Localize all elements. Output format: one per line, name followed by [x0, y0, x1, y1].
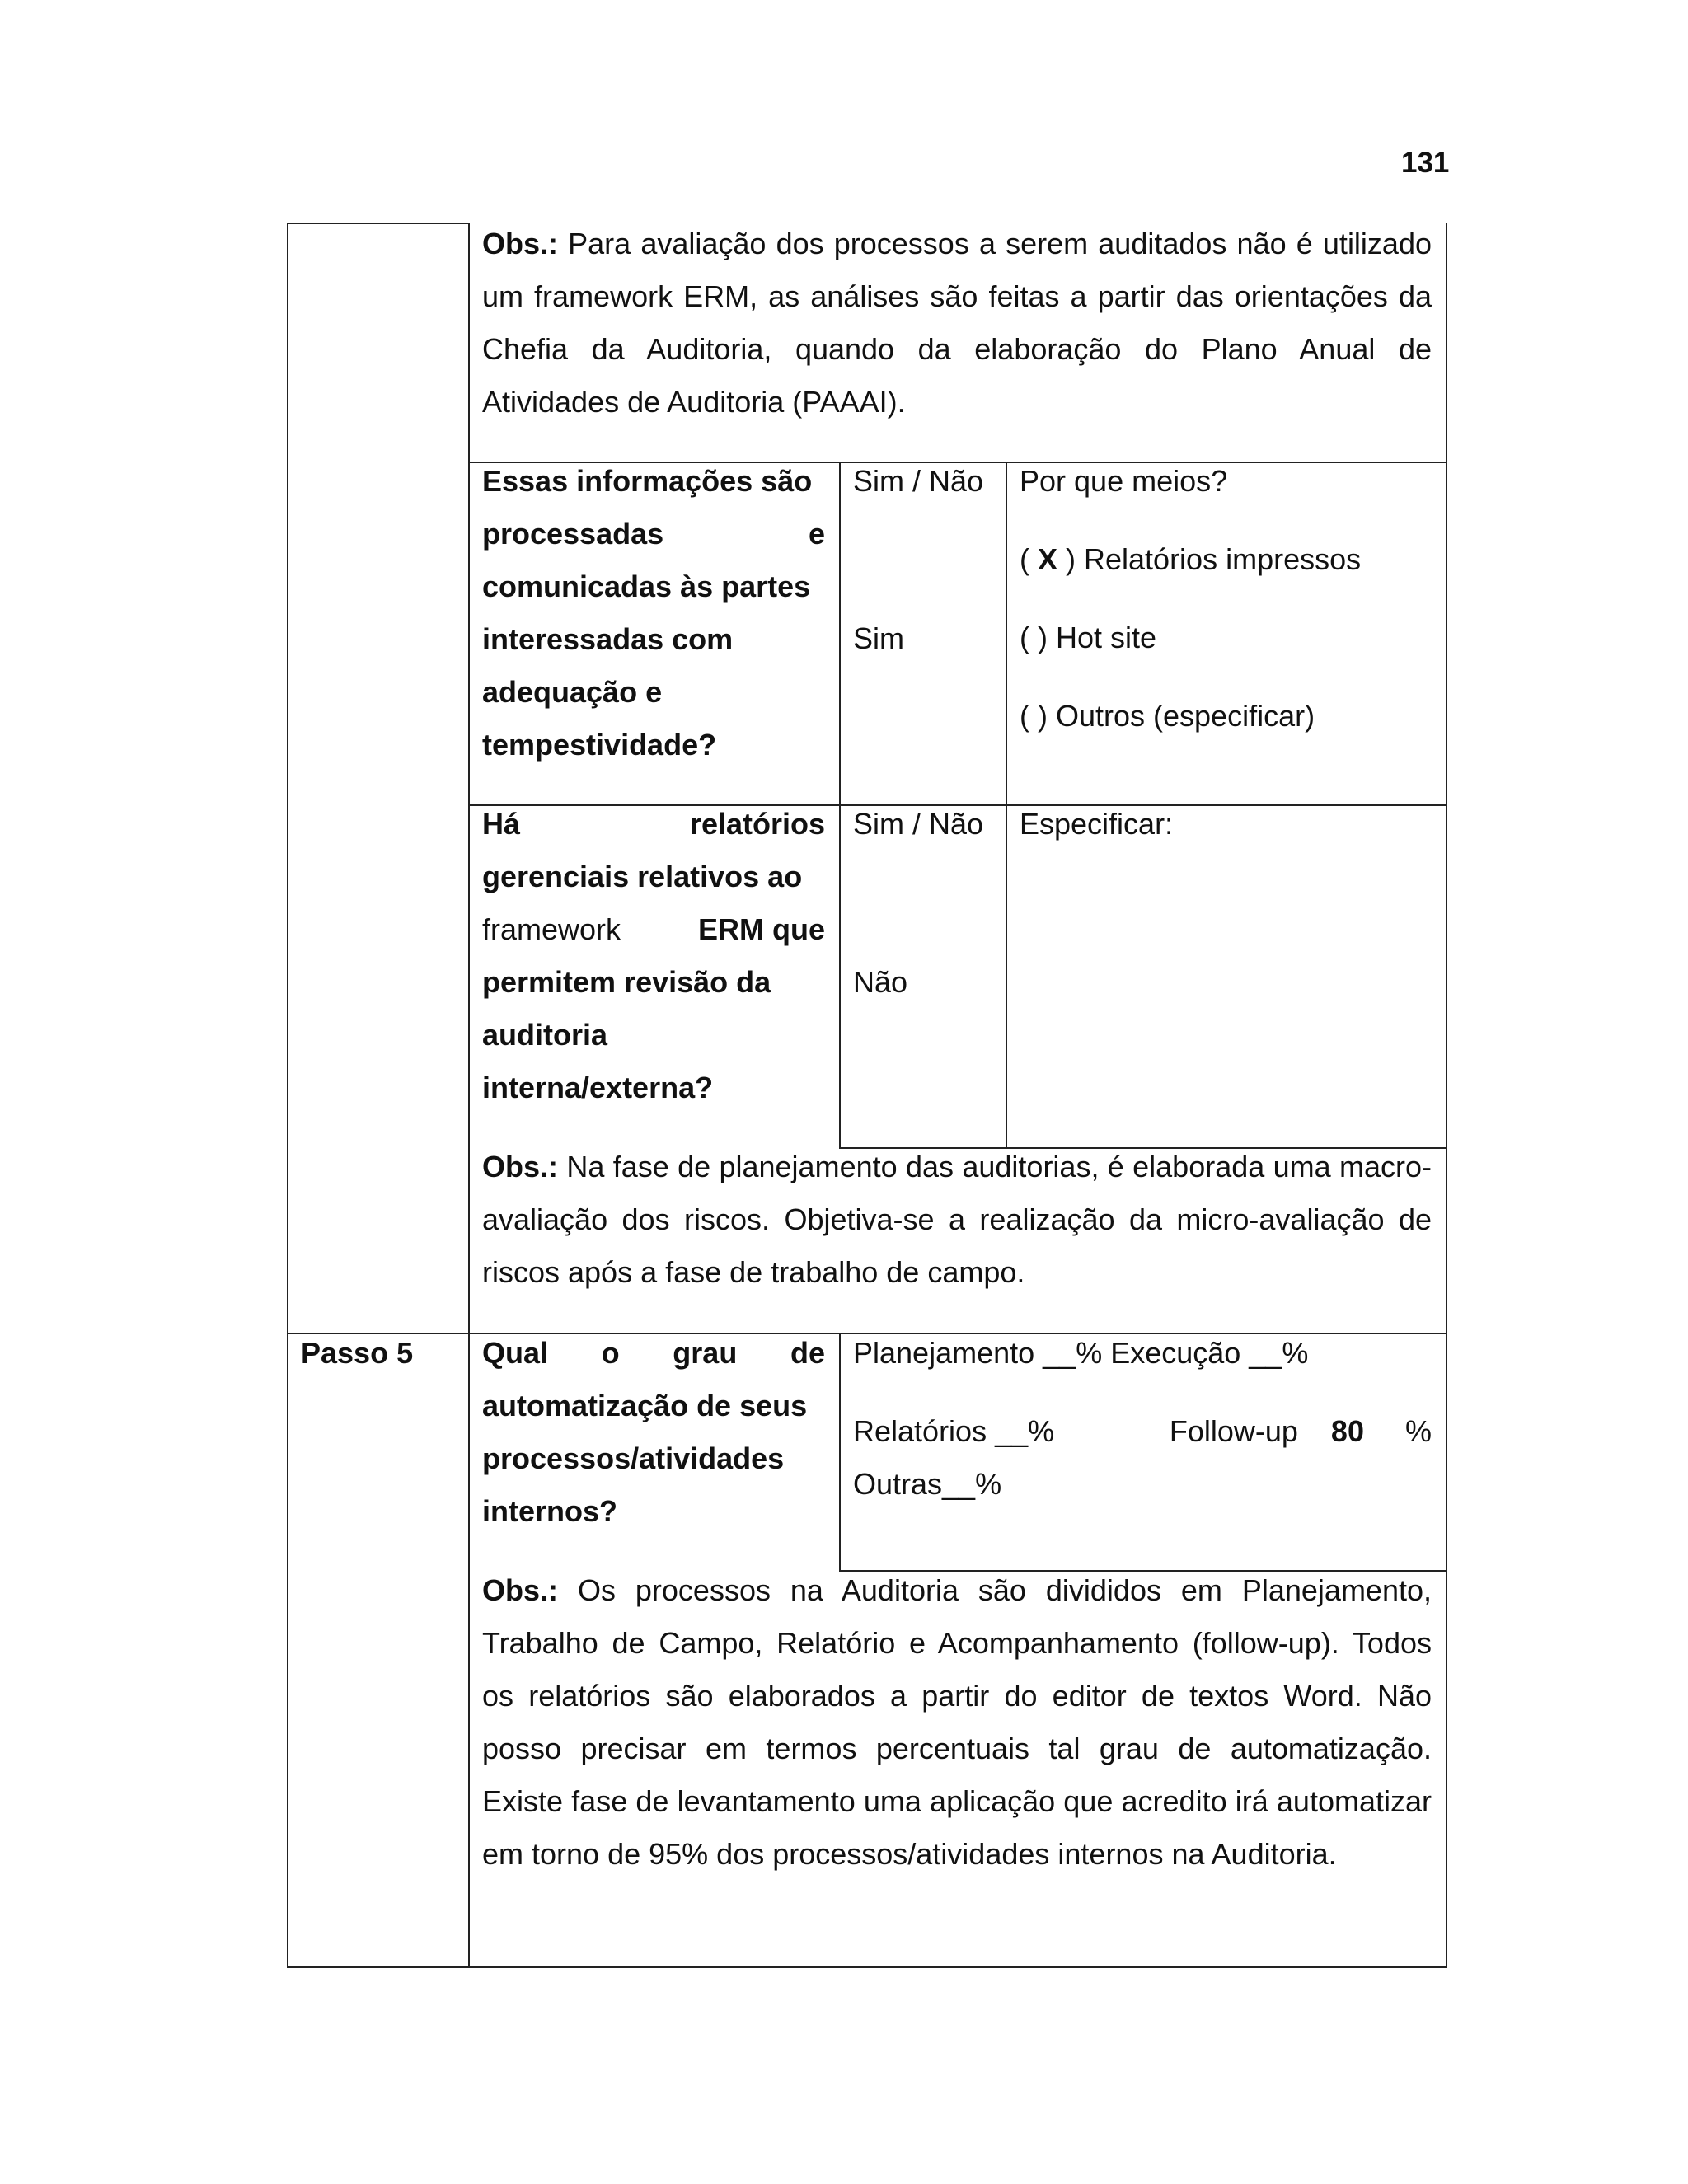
q1-means-title: Por que meios?: [1020, 464, 1228, 498]
q1-means: [1020, 455, 1432, 743]
q1-line: processadas e: [482, 517, 825, 551]
q2-line: permitem revisão da: [482, 965, 771, 999]
page-number: 131: [1401, 147, 1450, 179]
q2-line: gerenciais relativos ao: [482, 860, 803, 893]
obs1-text: Para avaliação dos processos a serem auditados não é utilizado um framework ERM, as análises são feitas a partir das orientações da Chefia da Auditoria, quando da elaboração do Plano Anual de Atividades de Auditoria (PAAAI).: [482, 227, 1432, 419]
q1-question: [482, 455, 825, 771]
q1-answer: Sim: [853, 621, 904, 655]
q1-line: tempestividade?: [482, 728, 717, 762]
obs2-paragraph: [482, 1141, 1432, 1299]
table-border-top: [287, 223, 470, 224]
divider-passo5-answer: [839, 1333, 841, 1572]
obs1-label: Obs.:: [482, 227, 559, 260]
table-border-bottom: [287, 1966, 1447, 1968]
q2-line: framework ERM que: [482, 912, 825, 946]
q2-line: Há relatórios: [482, 807, 825, 841]
q1-option-mark: X: [1038, 542, 1058, 576]
step-label: Passo 5: [301, 1336, 414, 1370]
obs1-paragraph: [482, 218, 1432, 429]
passo5-line: processos/atividades: [482, 1441, 785, 1475]
obs3-text: Os processos na Auditoria são divididos em Planejamento, Trabalho de Campo, Relatório e Acompanhamento (follow-up). Todos os relatórios são elaborados a partir do editor de textos Word. Não posso precisar em termos percentuais tal grau de automatização. Existe fase de levantamento uma aplicação que acredito irá automatizar em torno de 95% dos processos/atividades internos na Auditoria.: [482, 1573, 1432, 1871]
obs3-paragraph: [482, 1564, 1432, 1881]
passo5-line: internos?: [482, 1494, 618, 1528]
passo5-answer-line1: Planejamento __% Execução __%: [853, 1336, 1309, 1370]
q2-line: interna/externa?: [482, 1071, 714, 1104]
q2-yes-no-header: Sim / Não: [853, 807, 984, 841]
q1-option-others: ( ) Outros (especificar): [1020, 699, 1315, 733]
obs2-text: Na fase de planejamento das auditorias, é elaborada uma macro-avaliação dos riscos. Objetiva-se a realização da micro-avaliação de riscos após a fase de trabalho de campo.: [482, 1150, 1432, 1289]
q1-line: interessadas com: [482, 622, 734, 656]
q2-specify-label: Especificar:: [1020, 807, 1174, 841]
passo5-question: [482, 1327, 825, 1538]
q2-answer: Não: [853, 965, 908, 999]
q1-option-printed-reports: ( X ) Relatórios impressos: [1020, 542, 1362, 576]
passo5-line: automatização de seus: [482, 1389, 808, 1422]
passo5-line: Qual o grau de: [482, 1336, 825, 1370]
q2-line: auditoria: [482, 1018, 608, 1052]
q1-line: adequação e: [482, 675, 663, 709]
q1-yes-no-header: Sim / Não: [853, 464, 984, 498]
q1-option-hot-site: ( ) Hot site: [1020, 621, 1157, 654]
obs3-label: Obs.:: [482, 1573, 559, 1607]
q1-line: Essas informações são: [482, 464, 813, 498]
q2-question: [482, 798, 825, 1114]
passo5-answer: [853, 1327, 1432, 1511]
passo5-answer-line3: Outras__%: [853, 1467, 1002, 1501]
followup-value: 80: [1330, 1414, 1364, 1448]
passo5-answer-line2: Relatórios __% Follow-up 80 %: [853, 1414, 1432, 1448]
table-border-right: [1446, 223, 1447, 1968]
table-border-left: [287, 223, 288, 1968]
q1-line: comunicadas às partes: [482, 569, 811, 603]
table-divider-col1: [468, 223, 470, 1968]
obs2-label: Obs.:: [482, 1150, 559, 1183]
